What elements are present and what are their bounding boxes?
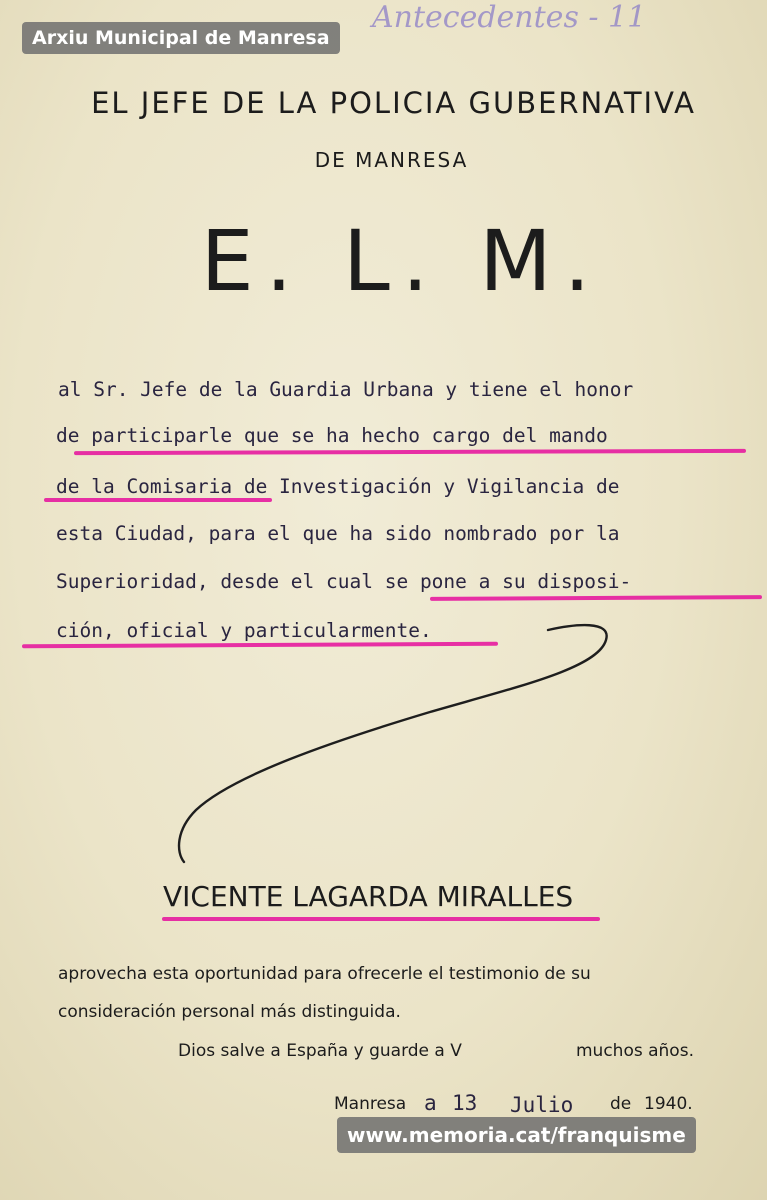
closing-blessing: Dios salve a España y guarde a V	[178, 1041, 462, 1061]
body-line: ción, oficial y particularmente.	[56, 619, 432, 642]
header-initials: E. L. M.	[200, 212, 603, 310]
body-line: al Sr. Jefe de la Guardia Urbana y tiene el honor	[58, 378, 634, 401]
date-de: de	[610, 1094, 632, 1114]
body-line: esta Ciudad, para el que ha sido nombrado por la	[56, 522, 620, 545]
header-title: EL JEFE DE LA POLICIA GUBERNATIVA	[91, 86, 696, 120]
date-place: Manresa	[334, 1094, 407, 1114]
body-line: de la Comisaria de Investigación y Vigilancia de	[56, 475, 620, 498]
closing-line: aprovecha esta oportunidad para ofrecerle el testimonio de su	[58, 964, 591, 984]
date-month: Julio	[510, 1093, 574, 1117]
body-line: Superioridad, desde el cual se pone a su disposi-	[56, 570, 632, 593]
date-a: a	[424, 1091, 437, 1115]
closing-line: consideración personal más distinguida.	[58, 1002, 401, 1022]
header-subtitle: DE MANRESA	[314, 148, 469, 172]
date-day: 13	[452, 1091, 478, 1115]
body-line: de participarle que se ha hecho cargo del mando	[56, 424, 608, 447]
site-watermark: www.memoria.cat/franquisme	[337, 1117, 696, 1153]
signatory-name: VICENTE LAGARDA MIRALLES	[163, 880, 574, 913]
handwritten-note: Antecedentes - 11	[372, 0, 647, 35]
closing-blessing-end: muchos años.	[576, 1041, 694, 1061]
archive-watermark: Arxiu Municipal de Manresa	[22, 22, 340, 54]
date-year: 1940.	[644, 1094, 693, 1114]
